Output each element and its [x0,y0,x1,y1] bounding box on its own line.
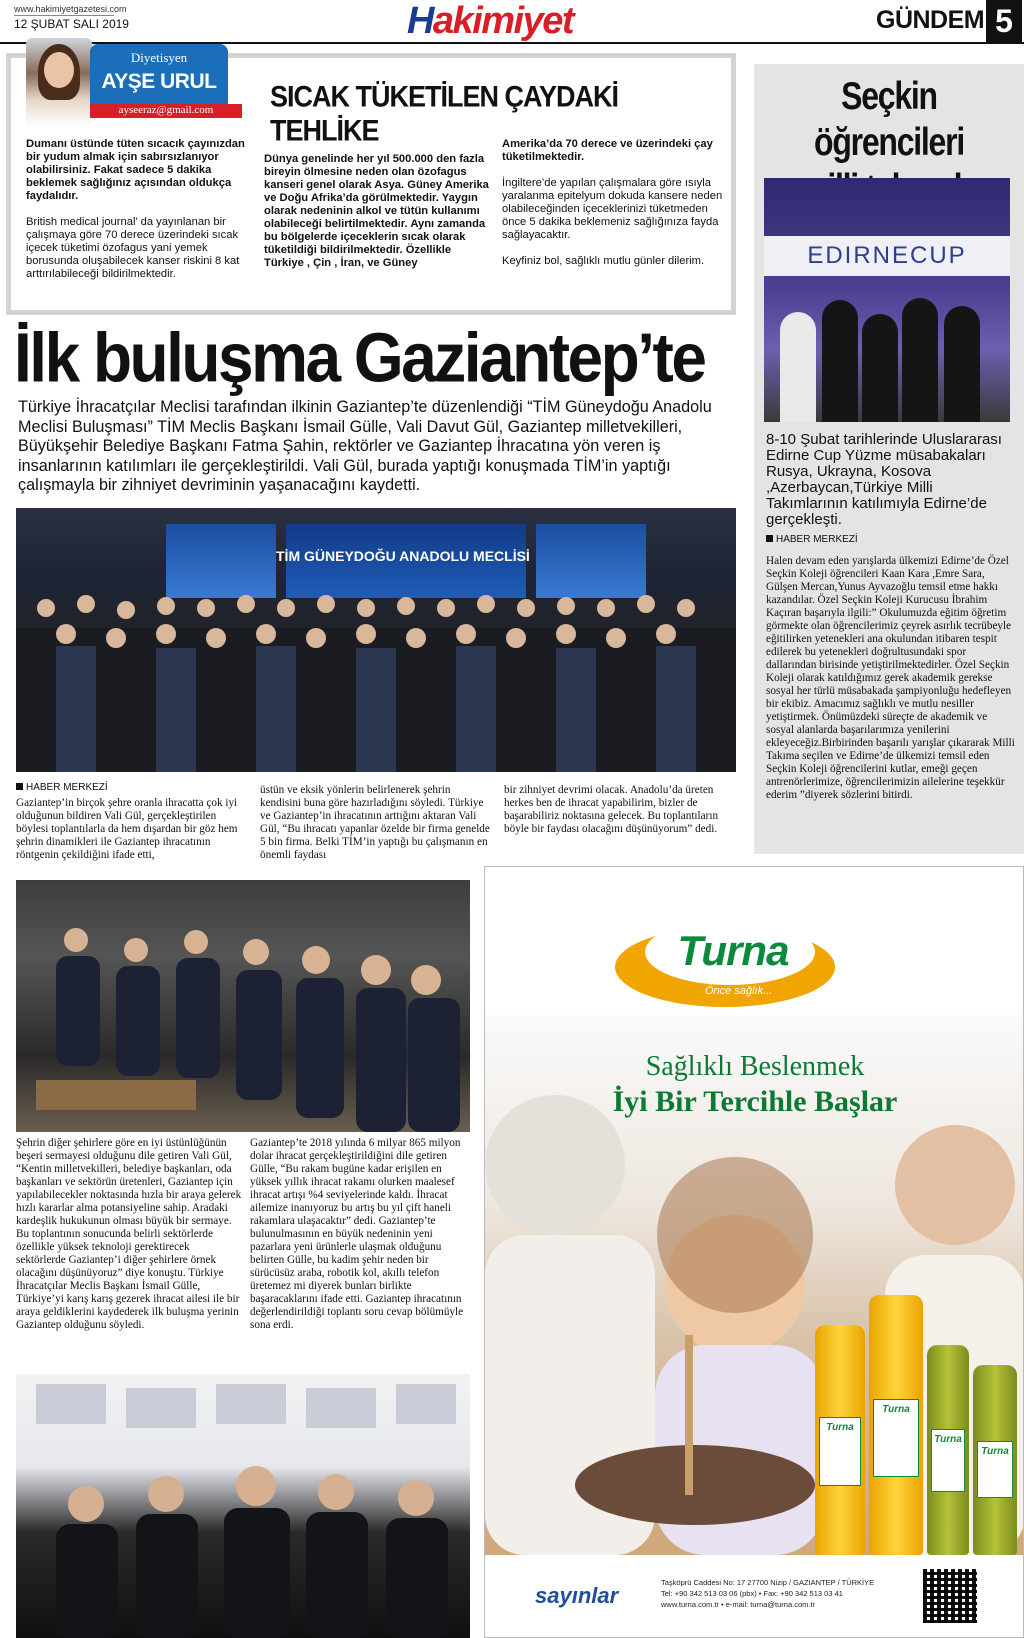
table-shape [36,1080,196,1110]
column-text-1-bold: Dumanı üstünde tüten sıcacık çayınızdan bir yudum almak için sabırsızlanıyor olabilirsiniz. Fakat sadece 5 dakika beklemek sağlığınız açısından oldukça faydalıdır. [26,138,245,202]
stage-banner-text: TİM GÜNEYDOĞU ANADOLU MECLİSİ [276,548,530,564]
company-address [661,1577,921,1610]
bottle-label: Turna [931,1429,965,1492]
person-figure [822,300,858,422]
column-text-3-bold: Amerika’da 70 derece ve üzerindeki çay tüketilmektedir. [502,138,713,163]
column-headline: SICAK TÜKETİLEN ÇAYDAKİ TEHLİKE [270,80,619,148]
sports-photo-banner: EDIRNECUP [764,236,1010,276]
logo-text: akimiyet [432,0,574,42]
person-figure [862,314,898,422]
author-email: ayseeraz@gmail.com [118,104,214,116]
company-logo: sayınlar [535,1583,619,1608]
column-text-2-bold: Dünya genelinde her yıl 500.000 den fazla bireyin ölmesine neden olan özofagus kanseri genel olarak Asya. Güney Amerika ve Doğu Afrika’da görülmektedir. Yaygın olarak nedeninin alkol ve tütün kullanımı olabileceği belirtilmektedir. Aynı zamanda bu bölgelerde içeceklerin sıcak olarak tüketildiği bildirilmektedir. Özellikle Türkiye , Çin , İran, ve Güney [264,153,489,269]
site-url: www.hakimiyetgazetesi.com [14,4,127,14]
oil-bottle [815,1325,865,1555]
panel-silhouettes [16,1374,470,1638]
column-text-3 [502,138,730,268]
byline-square-icon [766,535,773,542]
main-text-3: bir zihniyet devrimi olacak. Anadolu’da üreten herkes ben de ihracat yapabilirim, bizler de başarabiliriz noktasına gelecek. Bu toplantıların böyle bir faydası olacağını düşünüyorum” dedi. [504,784,719,835]
web-line: www.turna.com.tr • e-mail: turna@turna.com.tr [661,1600,816,1609]
author-name: AYŞE URUL [101,70,217,93]
turna-slogan: Önce sağlık... [705,985,773,997]
sports-byline [766,534,858,545]
oil-bottle [869,1295,923,1555]
main-text-4: Şehrin diğer şehirlere göre en iyi üstünlüğünün beşeri sermayesi olduğunu dile getiren Vali Gül, “Kentin milletvekilleri, belediye başkanları, oda başkanları ve sektörün üretenleri, Gaziantep için yapılabilecekler noktasında hızla bir araya gelerek hızlı kararlar alma potansiyeline sahip. Aradaki kardeşlik hukukunun olması büyük bir sermaye. Bu toplantının sonucunda belirli sektörlerde özellikle yüksek teknoloji gerektirecek sektörlerde Gaziantep’i diğer şehirlere örnek olacağını düşünüyoruz” diye konuştu. Türkiye İhracatçılar Meclis Başkanı İsmail Gülle, Türkiye’yi karış karış gezerek ihracat ailesi ile bir araya geldiklerini kaydederek ilk buluşma yerinin Gaziantep olduğunu söyledi. [16,1137,242,1331]
panel-speakers-photo [16,1374,470,1638]
main-lead: Türkiye İhracatçılar Meclisi tarafından ilkinin Gaziantep’te düzenlendiği “TİM Güneydoğu Anadolu Meclisi Buluşması” TİM Meclis Başkanı İsmail Gülle, Vali Davut Gül, Gaziantep milletvekilleri, Büyükşehir Belediye Başkanı Fatma Şahin, rektörler ve Gaziantep İhracatına yön veren iş insanlarının katılımları ile gerçekleştirildi. Vali Gül, burada yaptığı konuşmada TİM’in yaptığı çalışmayla bir zihniyet devriminin yaşanacağını kaydetti. [18,398,712,494]
bottle-label: Turna [819,1417,861,1486]
phone-line: Tel: +90 342 513 03 06 (pbx) • Fax: +90 342 513 03 41 [661,1589,843,1598]
column-signoff: Keyfiniz bol, sağlıklı mutlu günler dilerim. [502,255,705,267]
person-figure [902,298,938,422]
person-figure [780,312,816,422]
meeting-group-photo [16,508,736,772]
main-text-5: Gaziantep’te 2018 yılında 6 milyar 865 milyon dolar ihracat gerçekleştirildiğini dile getiren Gülle, “Bu rakam bugüne kadar erişilen en yüksek yıllık ihracat rakamı olurken maalesef ihracat artışı %4 seviyelerinde kaldı. İhracat ailemize inanıyoruz bu artış bu yıl çift haneli rakamlara ulaşacaktır” dedi. Gaziantep’te bulunulmasının en büyük nedeninin yeni pazarlara yeni ürünlerle ulaşmak olduğunu belirten Gülle, bu kadim şehir neden bir sürücüsüz araba, robotik kol, akıllı telefon üretemez mi diyerek bunları birlikte başaracaklarını ifade etti. Gaziantep ihracatının değerlendirildiği toplantı soru cevap bölümüyle sona erdi. [250,1137,464,1331]
sports-photo [764,178,1010,422]
column-text-3-body: İngiltere’de yapılan çalışmalara göre ısıyla yaralanma epitelyum dokuda kansere neden olabileceğinden içeceklerinizi tüketmeden önce 5 dakika beklemeniz sağlığınıza fayda sağlayacaktır. [502,177,723,241]
bottle-label: Turna [873,1399,919,1477]
column-text-2 [264,153,492,270]
audience-silhouettes [16,880,470,1132]
sports-byline-text: HABER MERKEZİ [776,534,858,545]
date-rule [14,15,114,16]
olive-oil-bottle [973,1365,1017,1555]
author-role: Diyetisyen [130,50,188,65]
bottle-label: Turna [977,1441,1013,1498]
main-byline [16,782,108,793]
section-title: GÜNDEM [876,6,985,34]
logo-initial: H [406,0,433,42]
main-text-2: üstün ve eksik yönlerin belirlenerek şehrin kendisini buna göre hazırladığını söyledi. Türkiye ve Gaziantep’in ihracatının arttığını aktaran Vali Gül, “Bu ihracatı yapanlar özelde bir firma genelde 5 bin firma. Belki TİM’in yaptığı bu çalışmanın en önemli faydası [260,784,490,861]
turna-brand: Turna [677,927,789,974]
column-text-1 [26,138,254,294]
audience-photo [16,880,470,1132]
main-text-1: Gaziantep’in birçok şehre oranla ihracatta çok iyi olduğunun bildiren Vali Gül, gerçekleştirilen böylesi toplantılarla da hem dışardan bir göz hem şehrin dinamikleri ile Gaziantep ihracatının röntgenin çekildiğini ifade etti, [16,797,238,861]
sports-body: Halen devam eden yarışlarda ülkemizi Edirne’de Özel Seçkin Koleji öğrencileri Kaan Kara ,Emre Sara, Gülşen Mercan,Yunus Ayvazoğlu temsil etme hakkı kazandılar. Özel Seçkin Koleji Kurucusu İbrahim Kaçıran başarıyla ilgili:” Okulumuzda eğitim öğretim görmekte olan öğrencilerimiz çeyrek asırlık tecrübeyle eğitilirken yetenekleri ana okulundan itibaren tespit edilerek bu yetenekleri doğrultusundaki spor dallarından birisinde yetiştirilmektedirler. Özel Seçkin Koleji olarak katıldığımız gerek akademik gerekse sosyal her türlü müsabakada şampiyonluğu hedefleyen bir ekibiz. Amacımız sağlıklı ve mutlu nesiller yetiştirmek. Önümüzdeki süreçte de akademik ve sosyal alanlarda başarılarımıza yenilerini ekleyeceğiz.Birbirinden başarılı yarışlar çıkararak Milli Takıma seçilen ve Edirne’de ülkemizi temsil eden Seçkin Koleji öğrencilerini kutlar, emeği geçen antrenörlerimize, öğrencilerimizin ailelerine teşekkür ederim ”diyerek sözlerini bitirdi. [766,555,1015,801]
crowd-silhouettes [16,568,736,772]
ad-headline-2: İyi Bir Tercihle Başlar [612,1085,898,1118]
main-byline-text: HABER MERKEZİ [26,782,108,793]
ad-headline-1: Sağlıklı Beslenmek [645,1051,865,1082]
issue-date: 12 ŞUBAT SALI 2019 [14,17,129,31]
main-headline: İlk buluşma Gaziantep’te [14,319,705,397]
olive-oil-bottle [927,1345,969,1555]
author-photo [26,38,92,126]
person-figure [944,306,980,422]
page-number: 5 [986,0,1022,42]
byline-square-icon [16,783,23,790]
turna-advertisement [484,866,1024,1638]
newspaper-logo [396,0,584,42]
address-line: Taşköprü Caddesi No: 17 27700 Nizip / GAZİANTEP / TÜRKİYE [661,1578,875,1587]
sports-headline-line-1: Seçkin öğrencileri [814,75,964,164]
sports-lead: 8-10 Şubat tarihlerinde Uluslararası Edirne Cup Yüzme müsabakaları Rusya, Ukrayna, Kosova ,Azerbaycan,Türkiye Milli Takımlarının katılımıyla Edirne’de gerçekleşti. [766,431,1002,528]
qr-code-icon [923,1569,977,1623]
column-text-1-body: British medical journal’ da yayınlanan bir çalışmaya göre 70 derece üzerindeki sıcak içecek tüketimi özofagus yani yemek borusunda oluşabilecek kanser riskini 8 kat arttırılabileceği bildirilmektedir. [26,216,240,280]
